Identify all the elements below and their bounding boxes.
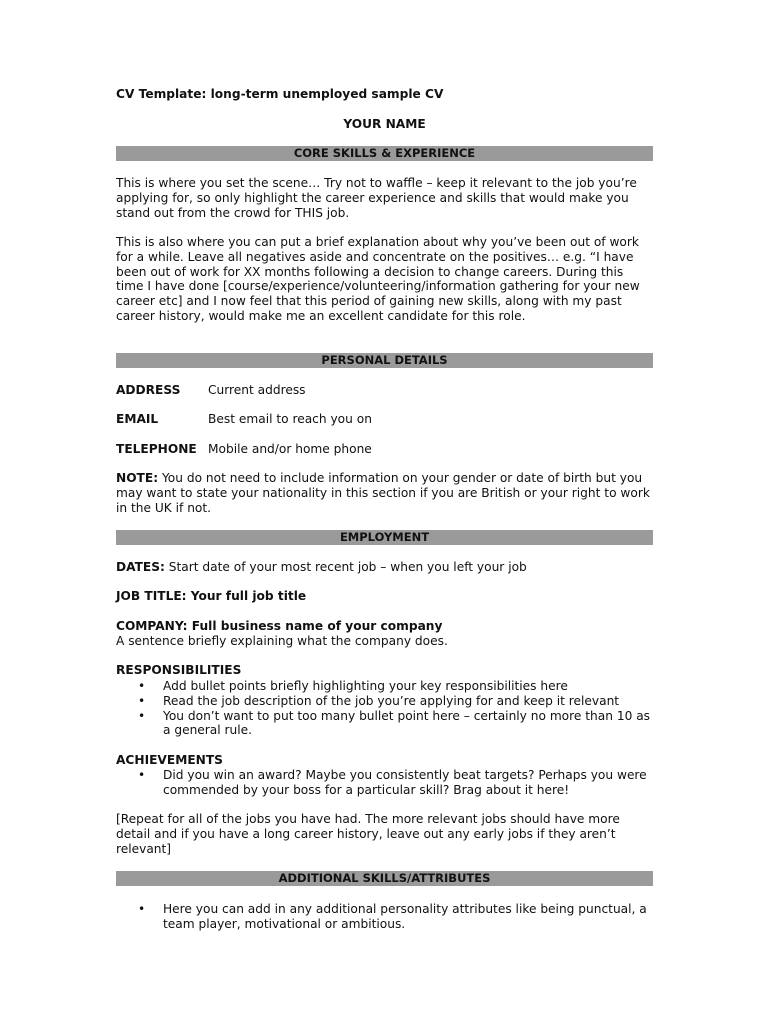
- bullet-icon: •: [138, 768, 146, 782]
- section-header-personal-details: PERSONAL DETAILS: [116, 353, 653, 368]
- list-item: • Did you win an award? Maybe you consistently beat targets? Perhaps you were commended by your boss for a particular skill? Brag about it here!: [138, 768, 647, 797]
- your-name-heading: YOUR NAME: [343, 117, 426, 131]
- company-line: COMPANY: Full business name of your company: [116, 619, 443, 633]
- list-item: • You don’t want to put too many bullet point here – certainly no more than 10 as a general rule.: [138, 708, 651, 738]
- note-label: NOTE:: [116, 471, 159, 485]
- bullet-icon: •: [138, 902, 146, 916]
- responsibilities-heading: RESPONSIBILITIES: [116, 663, 242, 677]
- additional-skills-list: [116, 902, 653, 932]
- address-value: Current address: [208, 383, 306, 397]
- job-title-line: JOB TITLE: Your full job title: [116, 589, 307, 603]
- repeat-note: [Repeat for all of the jobs you have had. The more relevant jobs should have more detail and if you have a long career history, leave out any early jobs if they aren’t relevant]: [116, 812, 620, 856]
- email-label: EMAIL: [116, 412, 159, 426]
- dates-line: [116, 560, 653, 575]
- address-label: ADDRESS: [116, 383, 181, 397]
- list-item: • Read the job description of the job you’re applying for and keep it relevant: [138, 693, 620, 708]
- bullet-icon: •: [138, 679, 146, 693]
- responsibilities-list: [116, 679, 653, 738]
- core-skills-paragraph-2: This is also where you can put a brief explanation about why you’ve been out of work for a while. Leave all negatives aside and concentrate on the positives… e.g. “I have been out of work for XX months following a decision to change careers. During this time I have done [course/experience/volunteering/information gathering for your new career etc] and I now feel that this period of gaining new skills, along with my past career history, would make me an excellent candidate for this role.: [116, 235, 640, 323]
- section-header-additional-skills: ADDITIONAL SKILLS/ATTRIBUTES: [116, 871, 653, 886]
- email-row: [116, 412, 653, 426]
- achievements-heading: ACHIEVEMENTS: [116, 753, 223, 767]
- list-item: • Here you can add in any additional personality attributes like being punctual, a team player, motivational or ambitious.: [138, 902, 647, 931]
- telephone-value: Mobile and/or home phone: [208, 442, 372, 456]
- telephone-row: [116, 442, 653, 456]
- note-text: You do not need to include information on your gender or date of birth but you may want to state your nationality in this section if you are British or your right to work in the UK if not.: [116, 471, 650, 515]
- note-paragraph: [116, 471, 653, 515]
- bullet-icon: •: [138, 708, 146, 723]
- list-item: • Add bullet points briefly highlighting your key responsibilities here: [138, 679, 568, 693]
- section-header-employment: EMPLOYMENT: [116, 530, 653, 545]
- achievements-list: [116, 768, 653, 798]
- dates-label: DATES:: [116, 560, 165, 574]
- core-skills-paragraph-1: This is where you set the scene… Try not to waffle – keep it relevant to the job you’re applying for, so only highlight the career experience and skills that would make you stand out from the crowd for THIS job.: [116, 176, 637, 220]
- address-row: [116, 383, 653, 397]
- section-header-core-skills: CORE SKILLS & EXPERIENCE: [116, 146, 653, 161]
- telephone-label: TELEPHONE: [116, 442, 197, 456]
- company-description: A sentence briefly explaining what the company does.: [116, 634, 448, 648]
- dates-text: Start date of your most recent job – when you left your job: [164, 560, 527, 574]
- bullet-icon: •: [138, 693, 146, 708]
- email-value: Best email to reach you on: [208, 412, 372, 426]
- document-title: CV Template: long-term unemployed sample CV: [116, 87, 444, 101]
